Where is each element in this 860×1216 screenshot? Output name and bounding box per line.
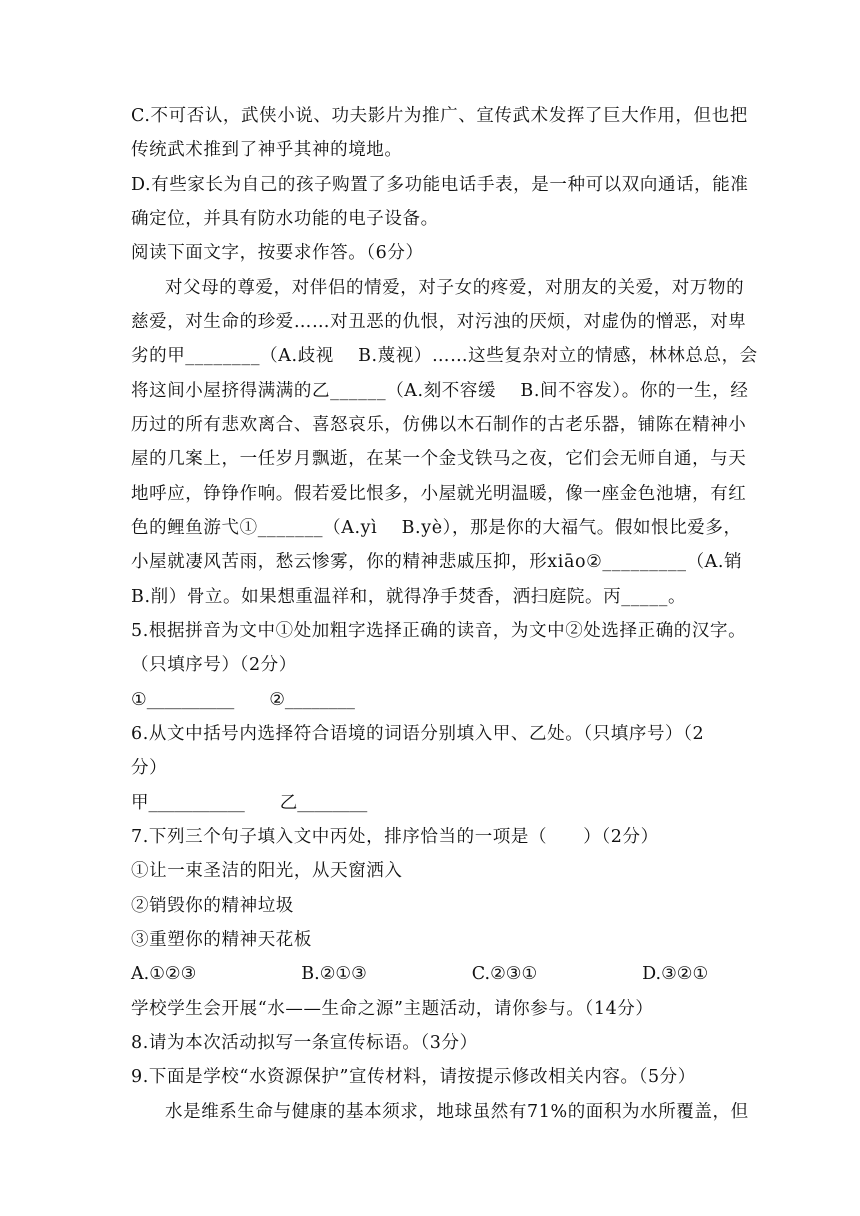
passage-line-7: 地呼应，铮铮作响。假若爱比恨多，小屋就光明温暖，像一座金色池塘，有红 <box>131 484 747 504</box>
option-d-line-2: 确定位，并具有防水功能的电子设备。 <box>131 209 439 229</box>
option-d-line-1: D.有些家长为自己的孩子购置了多功能电话手表，是一种可以双向通话，能准 <box>131 175 749 195</box>
passage-line-9: 小屋就凄风苦雨，愁云惨雾，你的精神悲戚压抑，形xiāo②_________（A.销 <box>131 552 743 572</box>
question-8: 8.请为本次活动拟写一条宣传标语。（3分） <box>131 1033 478 1053</box>
reading-instruction: 阅读下面文字，按要求作答。（6分） <box>131 243 424 263</box>
passage-line-4: 将这间小屋挤得满满的乙______（A.刻不容缓 B.间不容发）。你的一生，经 <box>131 381 749 401</box>
question-6-answer-blanks: 甲___________ 乙________ <box>131 793 368 813</box>
option-c-line-1: C.不可否认，武侠小说、功夫影片为推广、宣传武术发挥了巨大作用，但也把 <box>131 106 748 126</box>
question-5-line-1: 5.根据拼音为文中①处加粗字选择正确的读音，为文中②处选择正确的汉字。 <box>131 621 747 641</box>
question-5-line-2: （只填序号）（2分） <box>131 655 297 675</box>
passage-line-8: 色的鲤鱼游弋①_______（A.yì B.yè），那是你的大福气。假如恨比爱多， <box>131 518 742 538</box>
passage-line-10: B.削）骨立。如果想重温祥和，就得净手焚香，洒扫庭院。丙_____。 <box>131 587 687 607</box>
activity-intro: 学校学生会开展“水——生命之源”主题活动，请你参与。（14分） <box>131 999 654 1019</box>
option-c-line-2: 传统武术推到了神乎其神的境地。 <box>131 140 403 160</box>
passage-line-2: 慈爱，对生命的珍爱……对丑恶的仇恨，对污浊的厌烦，对虚伪的憎恶，对卑 <box>131 312 747 332</box>
question-5-answer-blanks: ①__________ ②________ <box>131 690 355 710</box>
question-7-sentence-2: ②销毁你的精神垃圾 <box>131 896 294 916</box>
passage-line-3: 劣的甲________（A.歧视 B.蔑视）……这些复杂对立的情感，林林总总，会 <box>131 346 758 366</box>
question-7-options: A.①②③ B.②①③ C.②③① D.③②① <box>131 964 709 984</box>
question-7-stem: 7.下列三个句子填入文中丙处，排序恰当的一项是（ ）（2分） <box>131 827 659 847</box>
passage-line-6: 屋的几案上，一任岁月飘逝，在某一个金戈铁马之夜，它们会无师自通，与天 <box>131 449 747 469</box>
question-7-sentence-3: ③重塑你的精神天花板 <box>131 930 312 950</box>
material-line-1: 水是维系生命与健康的基本须求，地球虽然有71%的面积为水所覆盖，但 <box>165 1102 749 1122</box>
passage-line-1: 对父母的尊爱，对伴侣的情爱，对子女的疼爱，对朋友的关爱，对万物的 <box>165 278 745 298</box>
question-7-sentence-1: ①让一束圣洁的阳光，从天窗洒入 <box>131 861 403 881</box>
question-6-line-1: 6.从文中括号内选择符合语境的词语分别填入甲、乙处。（只填序号）（2 <box>131 724 705 744</box>
passage-line-5: 历过的所有悲欢离合、喜怒哀乐，仿佛以木石制作的古老乐器，铺陈在精神小 <box>131 415 747 435</box>
question-6-line-2: 分） <box>131 758 168 778</box>
question-9: 9.下面是学校“水资源保护”宣传材料，请按提示修改相关内容。（5分） <box>131 1067 696 1087</box>
